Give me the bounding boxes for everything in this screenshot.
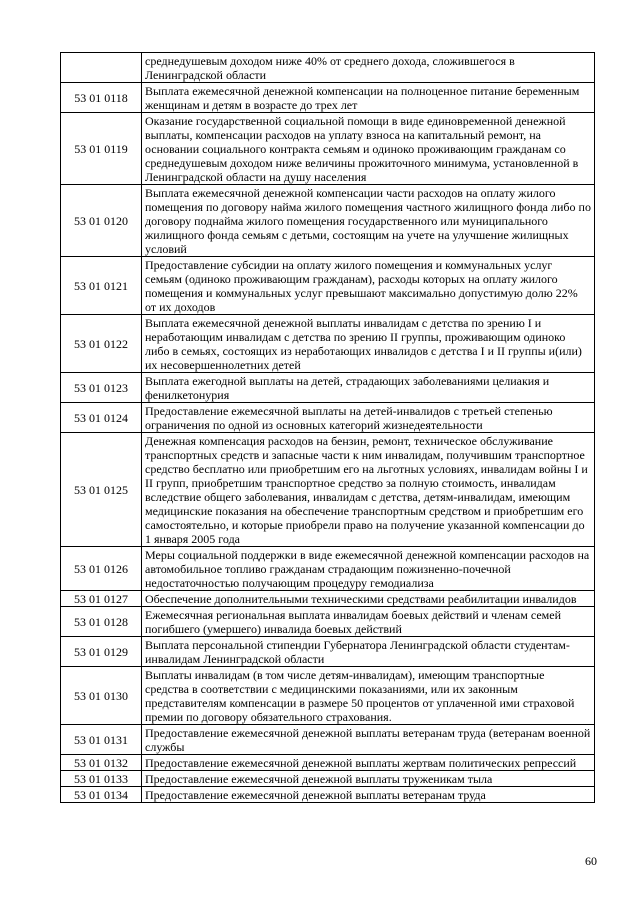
- description-cell: Выплата персональной стипендии Губернатора Ленинградской области студентам-инвалидам Ленинградской области: [142, 637, 595, 667]
- table-row: [61, 53, 595, 83]
- budget-code-table: [60, 52, 595, 803]
- description-cell: Выплаты инвалидам (в том числе детям-инвалидам), имеющим транспортные средства в соответствии с медицинскими показаниями, или их законным представителям компенсации в размере 50 процентов от уплаченной ими страховой премии по договору обязательного страхования.: [142, 667, 595, 725]
- table-row: [61, 185, 595, 257]
- description-cell: Предоставление субсидии на оплату жилого помещения и коммунальных услуг семьям (одиноко проживающим гражданам), расходы которых на оплату жилого помещения и коммунальных услуг превышают максимально допустимую долю 22% от их доходов: [142, 257, 595, 315]
- table-row: [61, 113, 595, 185]
- budget-code-cell: 53 01 0125: [61, 433, 142, 547]
- description-cell: Ежемесячная региональная выплата инвалидам боевых действий и членам семей погибшего (умершего) инвалида боевых действий: [142, 607, 595, 637]
- table-row: [61, 591, 595, 607]
- description-cell: Меры социальной поддержки в виде ежемесячной денежной компенсации расходов на автомобильное топливо гражданам страдающим пожизненно-почечной недостаточностью получающим процедуру гемодиализа: [142, 547, 595, 591]
- table-row: [61, 547, 595, 591]
- budget-code-cell: 53 01 0134: [61, 787, 142, 803]
- table-row: [61, 771, 595, 787]
- table-row: [61, 607, 595, 637]
- budget-code-cell: 53 01 0119: [61, 113, 142, 185]
- table-row: [61, 403, 595, 433]
- budget-code-cell: 53 01 0123: [61, 373, 142, 403]
- description-cell: Предоставление ежемесячной выплаты на детей-инвалидов с третьей степенью ограничения по одной из основных категорий жизнедеятельности: [142, 403, 595, 433]
- budget-code-cell: 53 01 0130: [61, 667, 142, 725]
- description-cell: Выплата ежемесячной денежной выплаты инвалидам с детства по зрению I и неработающим инвалидам с детства по зрению II группы, проживающим одиноко либо в семьях, состоящих из неработающих инвалидов с детства I и II группы и(или) их несовершеннолетних детей: [142, 315, 595, 373]
- table-row: [61, 667, 595, 725]
- budget-code-cell: 53 01 0126: [61, 547, 142, 591]
- budget-code-cell: 53 01 0122: [61, 315, 142, 373]
- budget-code-cell: 53 01 0131: [61, 725, 142, 755]
- description-cell: Предоставление ежемесячной денежной выплаты ветеранам труда: [142, 787, 595, 803]
- description-cell: Предоставление ежемесячной денежной выплаты труженикам тыла: [142, 771, 595, 787]
- description-cell: Выплата ежемесячной денежной компенсации на полноценное питание беременным женщинам и детям в возрасте до трех лет: [142, 83, 595, 113]
- budget-code-cell: [61, 53, 142, 83]
- table-row: [61, 373, 595, 403]
- description-cell: Денежная компенсация расходов на бензин, ремонт, техническое обслуживание транспортных средств и запасные части к ним инвалидам, получившим транспортное средство бесплатно или приобретшим его на льготных условиях, инвалидам войны I и II групп, приобретшим транспортное средство за полную стоимость, инвалидам вследствие общего заболевания, инвалидам с детства, детям-инвалидам, имеющим медицинские показания на обеспечение транспортным средством и приобретшим его самостоятельно, и которые приобрели право на получение указанной компенсации до 1 января 2005 года: [142, 433, 595, 547]
- budget-code-cell: 53 01 0133: [61, 771, 142, 787]
- description-cell: Обеспечение дополнительными техническими средствами реабилитации инвалидов: [142, 591, 595, 607]
- table-row: [61, 433, 595, 547]
- budget-code-cell: 53 01 0132: [61, 755, 142, 771]
- page-number: 60: [585, 854, 597, 868]
- table-row: [61, 257, 595, 315]
- table-row: [61, 83, 595, 113]
- description-cell: Предоставление ежемесячной денежной выплаты жертвам политических репрессий: [142, 755, 595, 771]
- description-cell: Оказание государственной социальной помощи в виде единовременной денежной выплаты, компенсации расходов на уплату взноса на капитальный ремонт, на основании социального контракта семьям и одиноко проживающим гражданам со среднедушевым доходом ниже величины прожиточного минимума, установленной в Ленинградской области на душу населения: [142, 113, 595, 185]
- description-cell: Выплата ежегодной выплаты на детей, страдающих заболеваниями целиакия и фенилкетонурия: [142, 373, 595, 403]
- description-cell: Выплата ежемесячной денежной компенсации части расходов на оплату жилого помещения по договору найма жилого помещения частного жилищного фонда либо по договору поднайма жилого помещения государственного или муниципального жилищного фонда семьям с детьми, состоящим на учете на улучшение жилищных условий: [142, 185, 595, 257]
- budget-code-cell: 53 01 0128: [61, 607, 142, 637]
- table-row: [61, 315, 595, 373]
- table-row: [61, 787, 595, 803]
- table-row: [61, 637, 595, 667]
- description-cell: среднедушевым доходом ниже 40% от среднего дохода, сложившегося в Ленинградской области: [142, 53, 595, 83]
- budget-code-cell: 53 01 0120: [61, 185, 142, 257]
- description-cell: Предоставление ежемесячной денежной выплаты ветеранам труда (ветеранам военной службы: [142, 725, 595, 755]
- table-row: [61, 755, 595, 771]
- budget-code-cell: 53 01 0124: [61, 403, 142, 433]
- budget-code-cell: 53 01 0127: [61, 591, 142, 607]
- budget-code-cell: 53 01 0129: [61, 637, 142, 667]
- budget-code-cell: 53 01 0118: [61, 83, 142, 113]
- table-row: [61, 725, 595, 755]
- budget-code-cell: 53 01 0121: [61, 257, 142, 315]
- table-body: [61, 53, 595, 803]
